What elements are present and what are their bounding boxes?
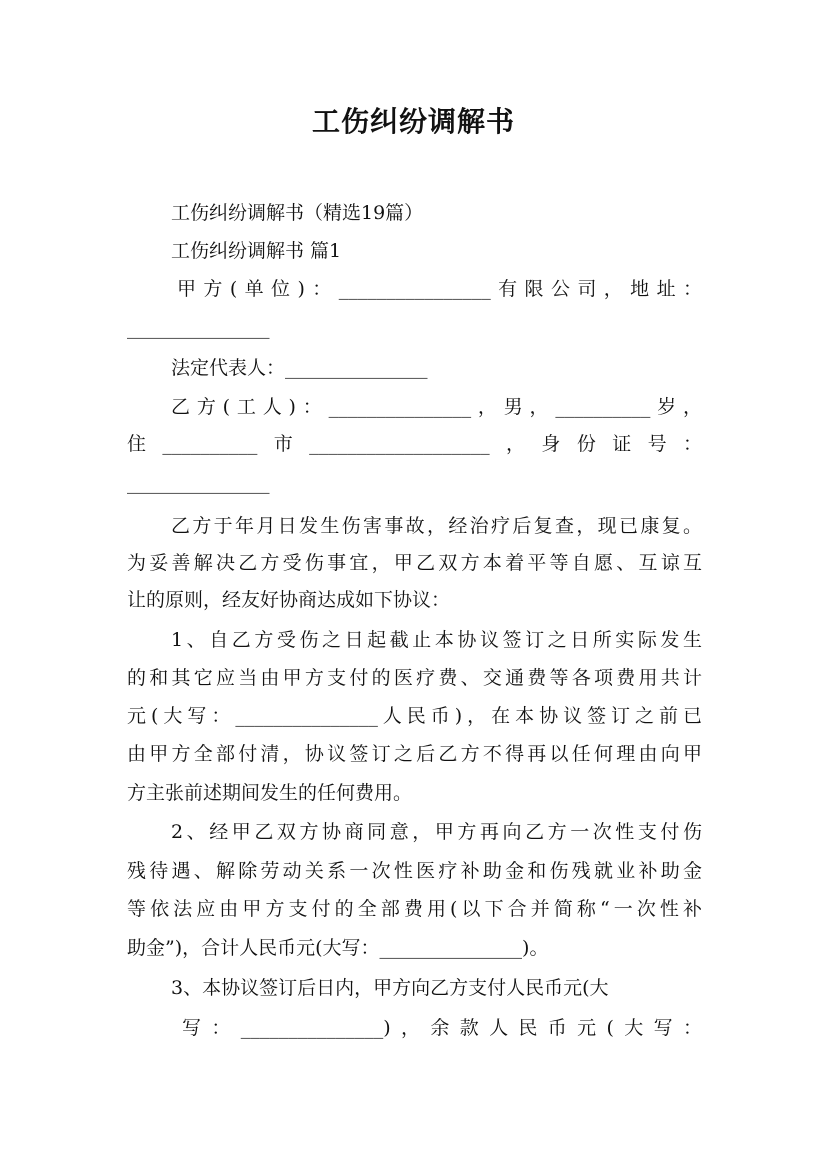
- paragraph-line: 乙方于年月日发生伤害事故，经治疗后复查，现已康复。: [171, 515, 702, 537]
- clause-1-line: 的和其它应当由甲方支付的医疗费、交通费等各项费用共计: [127, 667, 702, 689]
- clause-2-line: 助金”)，合计人民币元(大写：_______________)。: [127, 937, 549, 959]
- clause-2-line: 残待遇、解除劳动关系一次性医疗补助金和伤残就业补助金: [127, 860, 702, 882]
- party-a-line: 甲方(单位)：________________有限公司，地址：: [177, 278, 702, 300]
- clause-1-line: 元(大写：_______________人民币)，在本协议签订之前已: [127, 705, 702, 727]
- clause-1-line: 方主张前述期间发生的任何费用。: [127, 782, 413, 804]
- document-title: 工伤纠纷调解书: [311, 105, 515, 138]
- party-b-id-blank: _______________: [127, 472, 270, 494]
- paragraph-line: 让的原则，经友好协商达成如下协议：: [127, 589, 451, 611]
- clause-1-line: 1、自乙方受伤之日起截止本协议签订之日所实际发生: [171, 629, 702, 651]
- section-heading: 工伤纠纷调解书 篇1: [171, 240, 342, 262]
- party-b-address-line: 住__________市___________________，身份证号：: [127, 433, 702, 455]
- clause-1-line: 由甲方全部付清，协议签订之后乙方不得再以任何理由向甲: [127, 743, 702, 765]
- clause-3-line: 3、本协议签订后日内，甲方向乙方支付人民币元(大: [171, 977, 609, 999]
- clause-2-line: 等依法应由甲方支付的全部费用(以下合并简称“一次性补: [127, 898, 702, 920]
- legal-rep-line: 法定代表人：_______________: [171, 357, 428, 379]
- party-a-address-blank: _______________: [127, 317, 270, 339]
- paragraph-line: 为妥善解决乙方受伤事宜，甲乙双方本着平等自愿、互谅互: [127, 552, 702, 574]
- doc-subtitle: 工伤纠纷调解书（精选19篇）: [171, 202, 424, 224]
- clause-3-line: 写：_______________)，余款人民币元(大写：: [182, 1017, 702, 1039]
- party-b-line: 乙方(工人)：_______________，男，__________岁，: [171, 396, 702, 418]
- clause-2-line: 2、经甲乙双方协商同意，甲方再向乙方一次性支付伤: [171, 821, 702, 843]
